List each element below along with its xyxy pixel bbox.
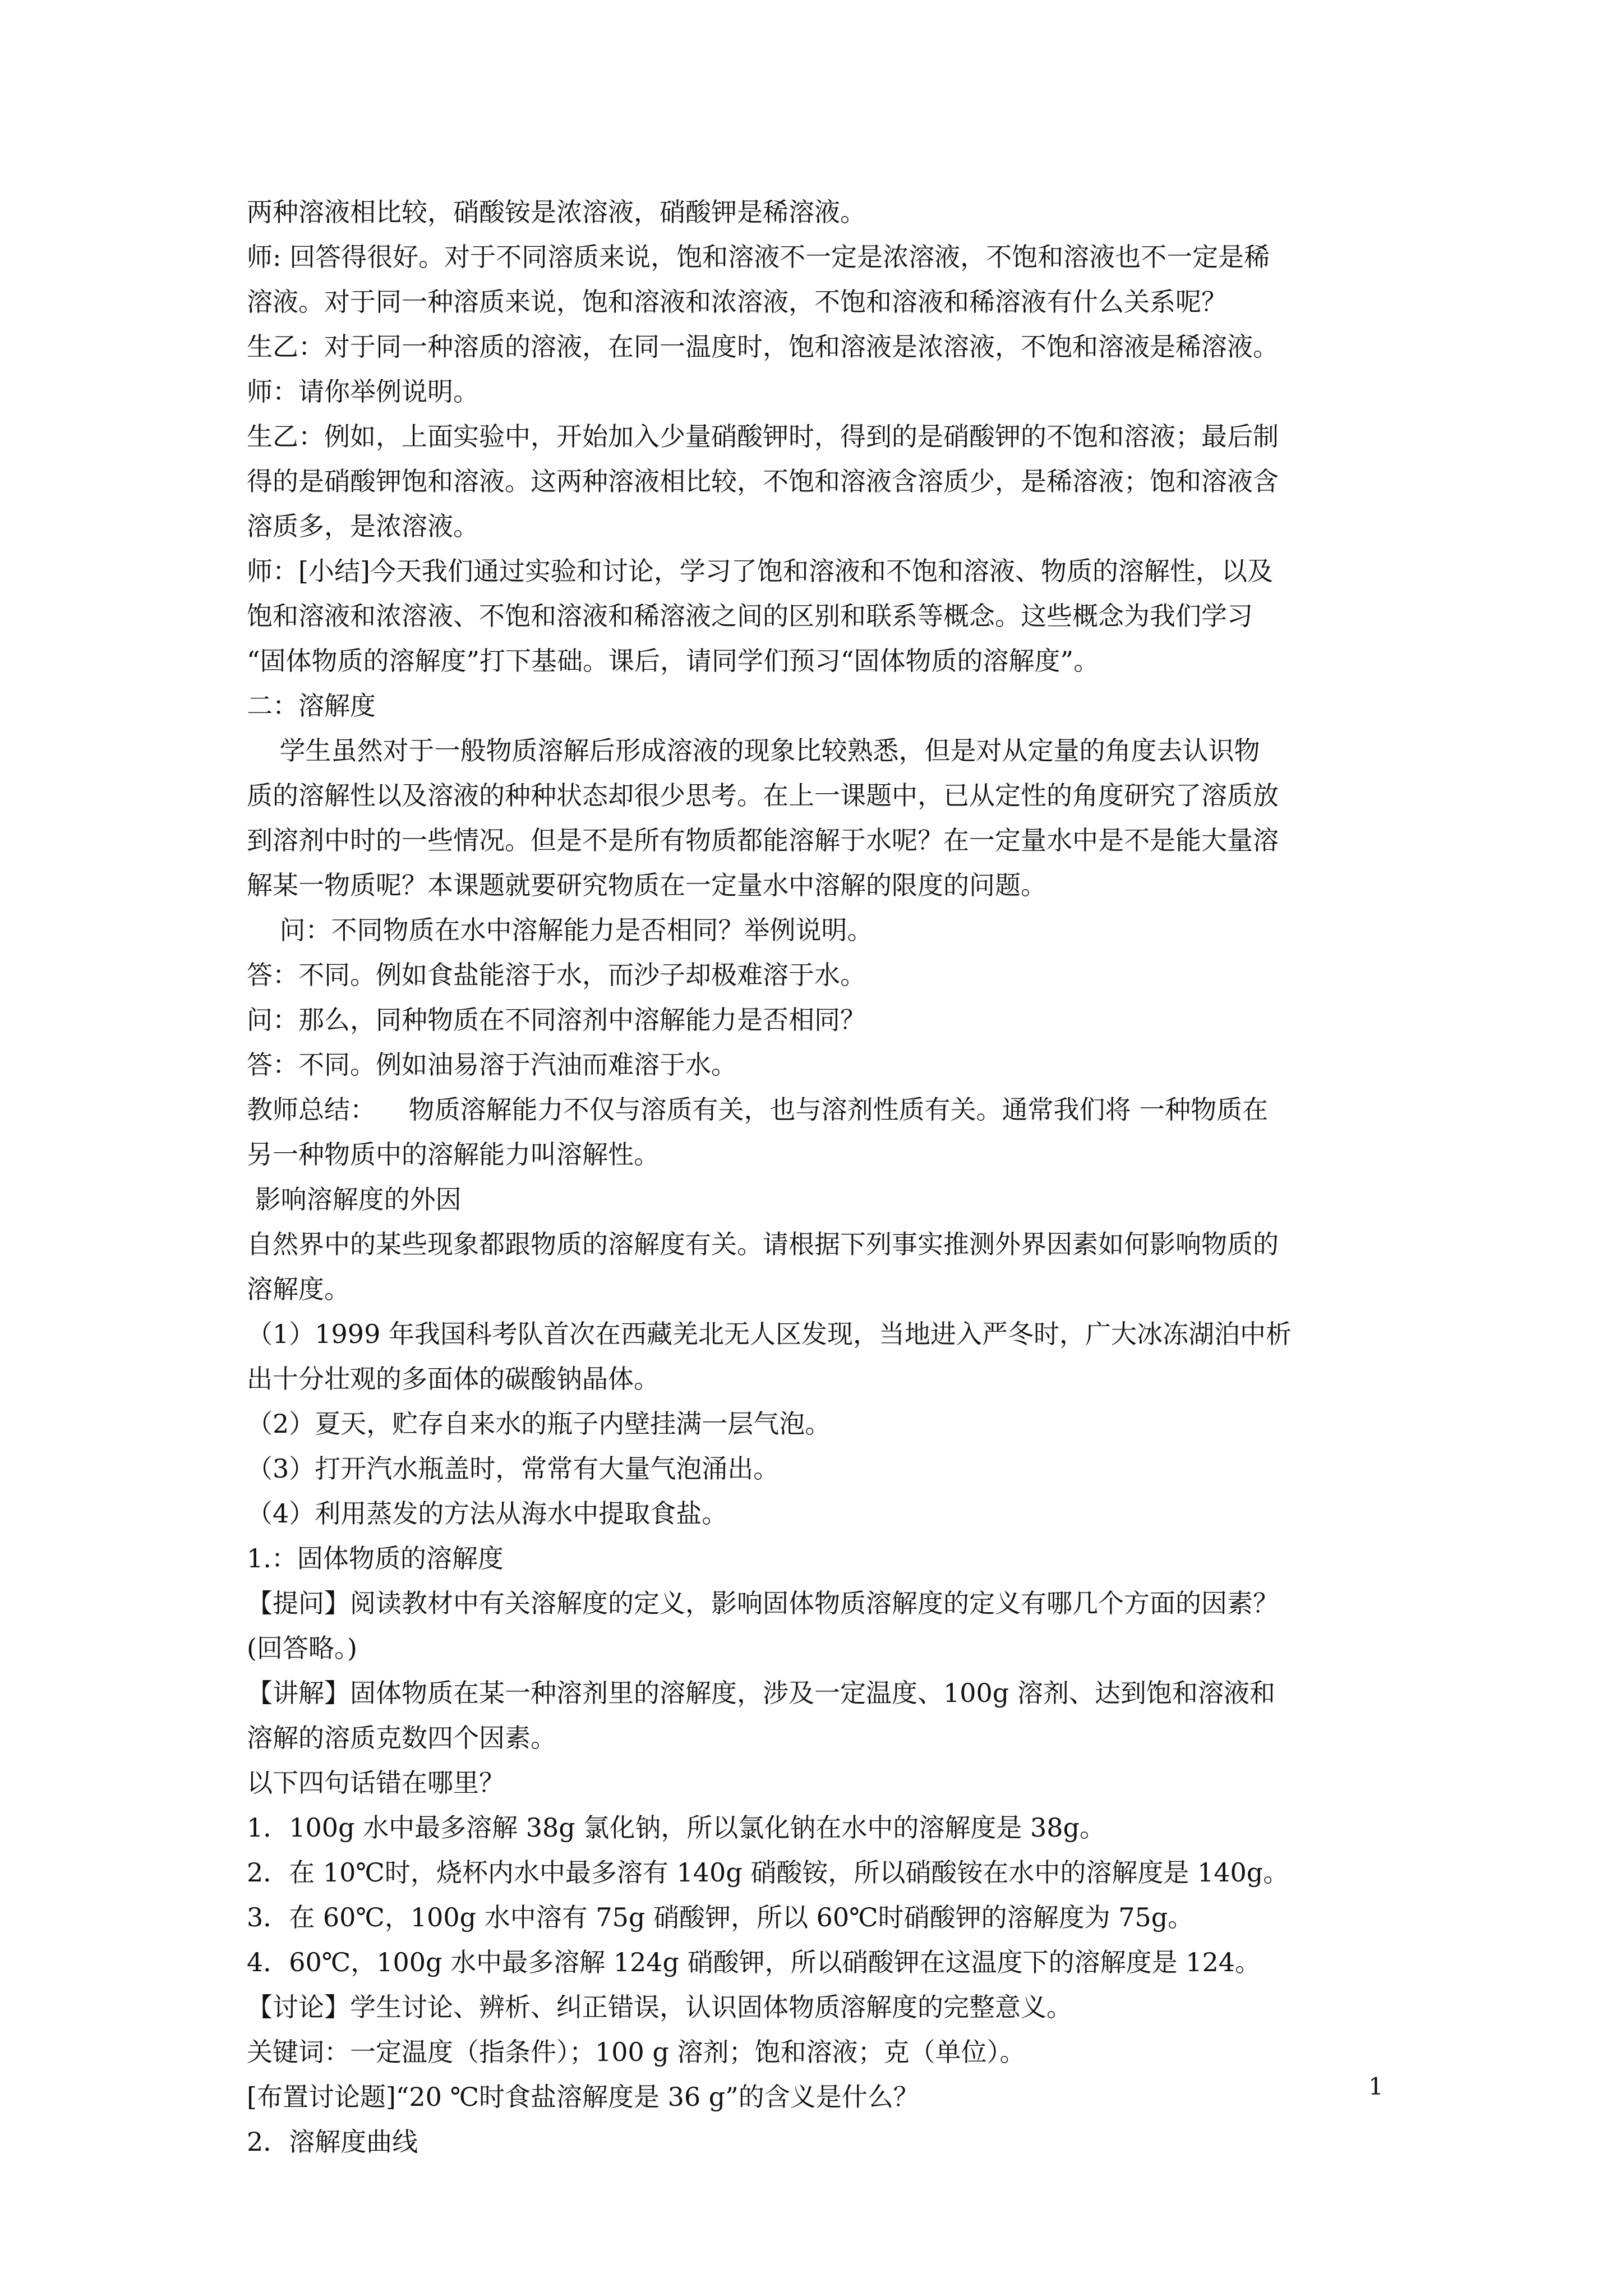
text-line: 2．溶解度曲线 (247, 2127, 418, 2157)
text-line: 到溶剂中时的一些情况。但是不是所有物质都能溶解于水呢？在一定量水中是不是能大量溶 (247, 825, 1279, 855)
text-line: 学生虽然对于一般物质溶解后形成溶液的现象比较熟悉，但是对从定量的角度去认识物 (247, 735, 1260, 766)
text-line: 溶解度。 (247, 1274, 350, 1304)
text-line: （2）夏天，贮存自来水的瓶子内壁挂满一层气泡。 (247, 1409, 831, 1439)
text-line: 以下四句话错在哪里？ (247, 1768, 505, 1798)
text-line: 溶质多，是浓溶液。 (247, 511, 479, 541)
text-line: 2．在 10℃时，烧杯内水中最多溶有 140g 硝酸铵，所以硝酸铵在水中的溶解度是 140g。 (247, 1857, 1289, 1888)
text-line: （1）1999 年我国科考队首次在西藏羌北无人区发现，当地进入严冬时，广大冰冻湖泊中析 (247, 1319, 1292, 1349)
text-line: 答：不同。例如油易溶于汽油而难溶于水。 (247, 1050, 737, 1080)
text-line: “固体物质的溶解度”打下基础。课后，请同学们预习“固体物质的溶解度”。 (247, 646, 1100, 676)
text-line: 二：溶解度 (247, 691, 376, 721)
text-line: 出十分壮观的多面体的碳酸钠晶体。 (247, 1364, 660, 1394)
text-line: （3）打开汽水瓶盖时，常常有大量气泡涌出。 (247, 1453, 780, 1484)
text-line: 饱和溶液和浓溶液、不饱和溶液和稀溶液之间的区别和联系等概念。这些概念为我们学习 (247, 601, 1253, 631)
document-body (247, 190, 1396, 2164)
text-line: 得的是硝酸钾饱和溶液。这两种溶液相比较，不饱和溶液含溶质少，是稀溶液；饱和溶液含 (247, 466, 1279, 496)
text-line: 【讲解】固体物质在某一种溶剂里的溶解度，涉及一定温度、100g 溶剂、达到饱和溶液和 (247, 1678, 1275, 1708)
text-line: （4）利用蒸发的方法从海水中提取食盐。 (247, 1498, 728, 1529)
text-line: [布置讨论题]“20 ℃时食盐溶解度是 36 g”的含义是什么？ (247, 2082, 919, 2112)
text-line: 【讨论】学生讨论、辨析、纠正错误，认识固体物质溶解度的完整意义。 (247, 1992, 1072, 2022)
text-line: 解某一物质呢？本课题就要研究物质在一定量水中溶解的限度的问题。 (247, 870, 1046, 900)
text-line: 溶解的溶质克数四个因素。 (247, 1723, 556, 1753)
text-line: 问：那么，同种物质在不同溶剂中溶解能力是否相同？ (247, 1005, 866, 1035)
text-line: 自然界中的某些现象都跟物质的溶解度有关。请根据下列事实推测外界因素如何影响物质的 (247, 1229, 1279, 1259)
text-line: 问：不同物质在水中溶解能力是否相同？举例说明。 (247, 915, 873, 945)
text-line: 1．100g 水中最多溶解 38g 氯化钠，所以氯化钠在水中的溶解度是 38g。 (247, 1812, 1105, 1843)
text-line: 师：请你举例说明。 (247, 376, 479, 407)
text-line: 1.：固体物质的溶解度 (247, 1543, 504, 1573)
text-line: 溶液。对于同一种溶质来说，饱和溶液和浓溶液，不饱和溶液和稀溶液有什么关系呢？ (247, 287, 1227, 317)
text-line: 师: 回答得很好。对于不同溶质来说，饱和溶液不一定是浓溶液，不饱和溶液也不一定是稀 (247, 242, 1270, 272)
text-line: 教师总结： 物质溶解能力不仅与溶质有关，也与溶剂性质有关。通常我们将 一种物质在 (247, 1094, 1269, 1125)
text-line: 答：不同。例如食盐能溶于水，而沙子却极难溶于水。 (247, 960, 866, 990)
text-line: 关键词：一定温度（指条件）；100 g 溶剂；饱和溶液；克（单位）。 (247, 2037, 1026, 2067)
text-line: 影响溶解度的外因 (247, 1184, 462, 1214)
text-line: 两种溶液相比较，硝酸铵是浓溶液，硝酸钾是稀溶液。 (247, 197, 866, 227)
text-line: 另一种物质中的溶解能力叫溶解性。 (247, 1139, 660, 1170)
text-line: 师：[小结]今天我们通过实验和讨论，学习了饱和溶液和不饱和溶液、物质的溶解性，以及 (247, 556, 1273, 586)
text-line: 质的溶解性以及溶液的种种状态却很少思考。在上一课题中，已从定性的角度研究了溶质放 (247, 780, 1279, 811)
text-line: (回答略。) (247, 1633, 357, 1663)
text-line: 【提问】阅读教材中有关溶解度的定义，影响固体物质溶解度的定义有哪几个方面的因素？ (247, 1588, 1279, 1618)
text-line: 4．60℃，100g 水中最多溶解 124g 硝酸钾，所以硝酸钾在这温度下的溶解度是 124。 (247, 1947, 1261, 1977)
page-number: 1 (1368, 2073, 1384, 2100)
text-line: 生乙：例如，上面实验中，开始加入少量硝酸钾时，得到的是硝酸钾的不饱和溶液；最后制 (247, 421, 1279, 452)
text-line: 生乙：对于同一种溶质的溶液，在同一温度时，饱和溶液是浓溶液，不饱和溶液是稀溶液。 (247, 332, 1279, 362)
text-line: 3．在 60℃，100g 水中溶有 75g 硝酸钾，所以 60℃时硝酸钾的溶解度为 75g。 (247, 1902, 1194, 1932)
